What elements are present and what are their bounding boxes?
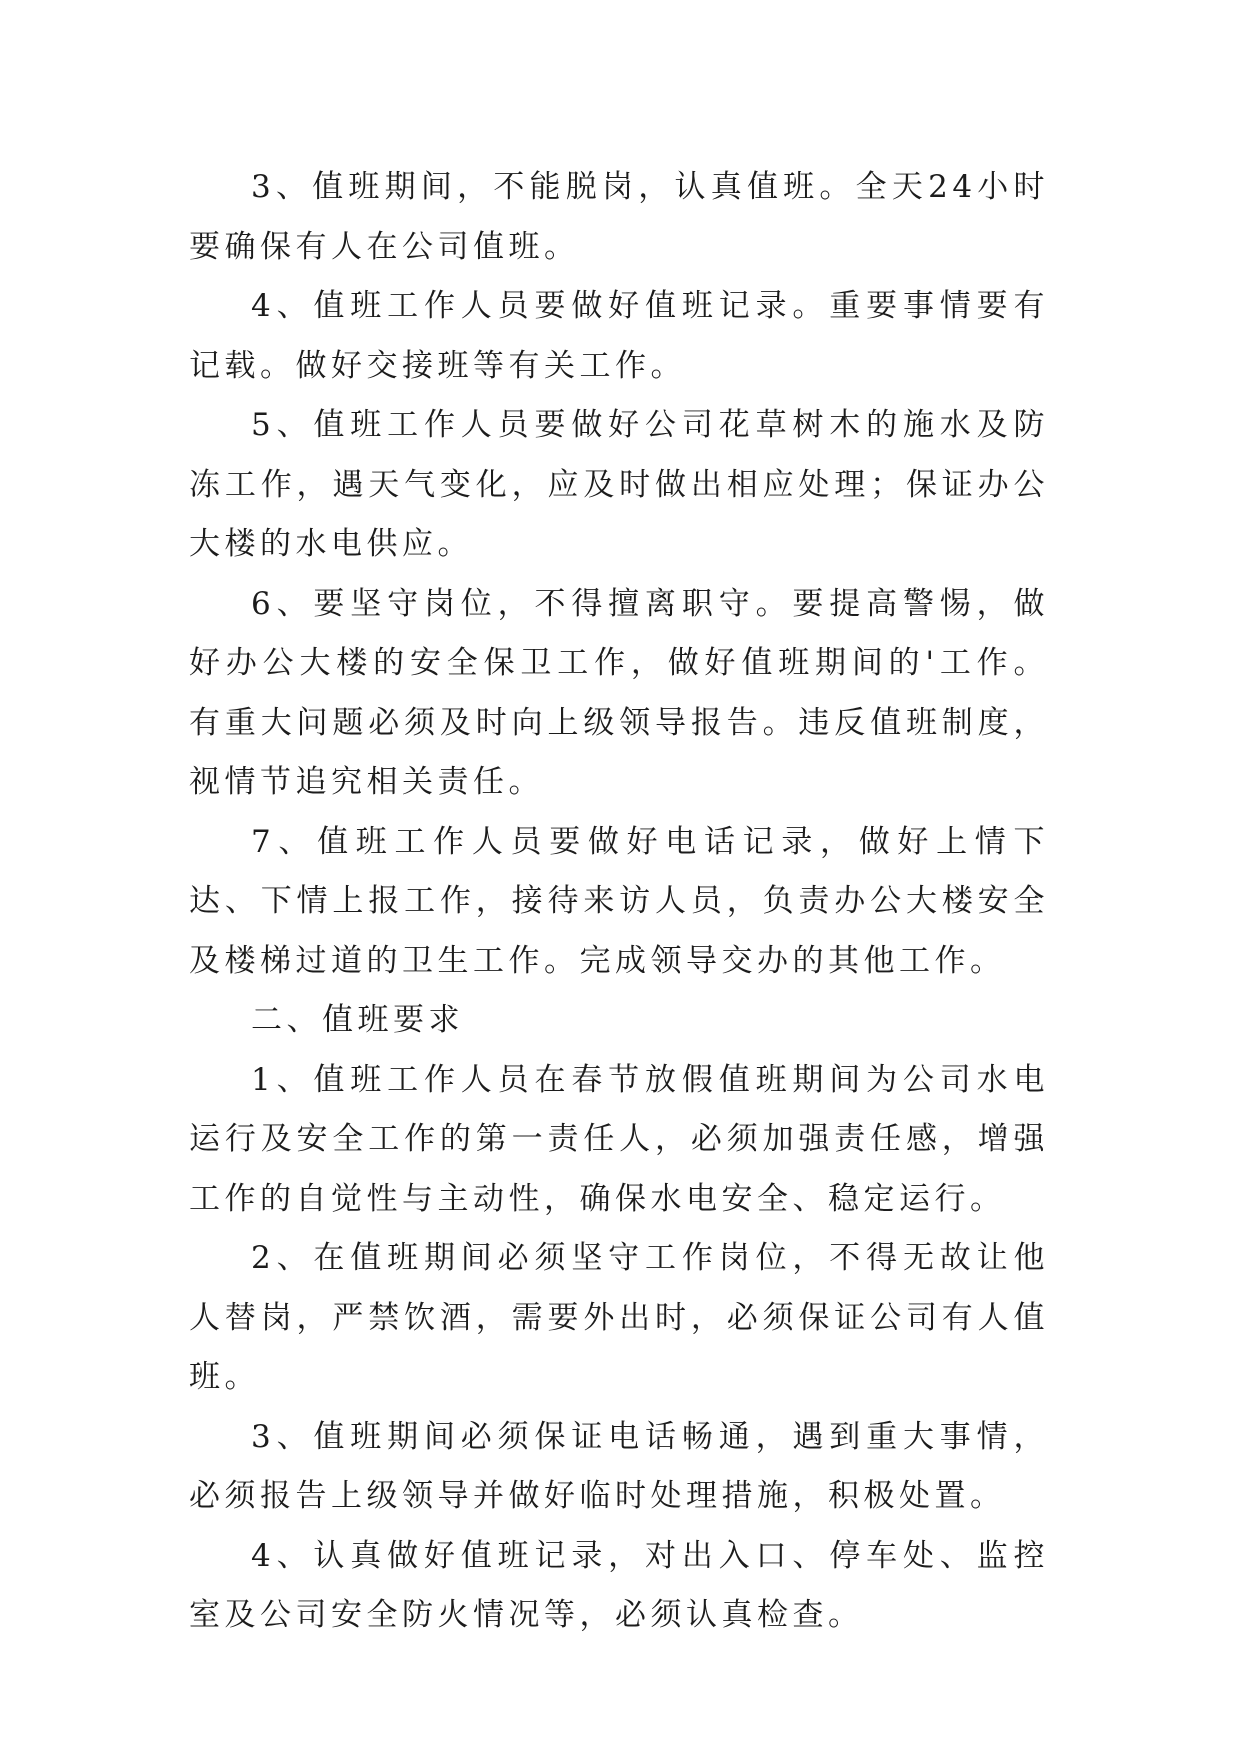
paragraph-duty-rule-5: 5、值班工作人员要做好公司花草树木的施水及防冻工作，遇天气变化，应及时做出相应处理；保证办公大楼的水电供应。	[189, 407, 1049, 562]
paragraph-requirement-4: 4、认真做好值班记录，对出入口、停车处、监控室及公司安全防火情况等，必须认真检查。	[189, 1537, 1049, 1633]
document-body	[189, 158, 1049, 1646]
paragraph-duty-rule-4: 4、值班工作人员要做好值班记录。重要事情要有记载。做好交接班等有关工作。	[189, 288, 1049, 384]
paragraph-requirement-3: 3、值班期间必须保证电话畅通，遇到重大事情，必须报告上级领导并做好临时处理措施，积极处置。	[189, 1418, 1049, 1514]
paragraph-duty-rule-7: 7、值班工作人员要做好电话记录，做好上情下达、下情上报工作，接待来访人员，负责办公大楼安全及楼梯过道的卫生工作。完成领导交办的其他工作。	[189, 823, 1049, 979]
paragraph-requirement-2: 2、在值班期间必须坚守工作岗位，不得无故让他人替岗，严禁饮酒，需要外出时，必须保证公司有人值班。	[189, 1240, 1049, 1395]
section-heading-duty-requirements: 二、值班要求	[251, 1002, 464, 1038]
paragraph-requirement-1: 1、值班工作人员在春节放假值班期间为公司水电运行及安全工作的第一责任人，必须加强责任感，增强工作的自觉性与主动性，确保水电安全、稳定运行。	[189, 1061, 1049, 1217]
paragraph-duty-rule-6: 6、要坚守岗位，不得擅离职守。要提高警惕，做好办公大楼的安全保卫工作，做好值班期间的'工作。有重大问题必须及时向上级领导报告。违反值班制度，视情节追究相关责任。	[189, 585, 1049, 800]
paragraph-duty-rule-3: 3、值班期间，不能脱岗，认真值班。全天24小时要确保有人在公司值班。	[189, 169, 1049, 265]
